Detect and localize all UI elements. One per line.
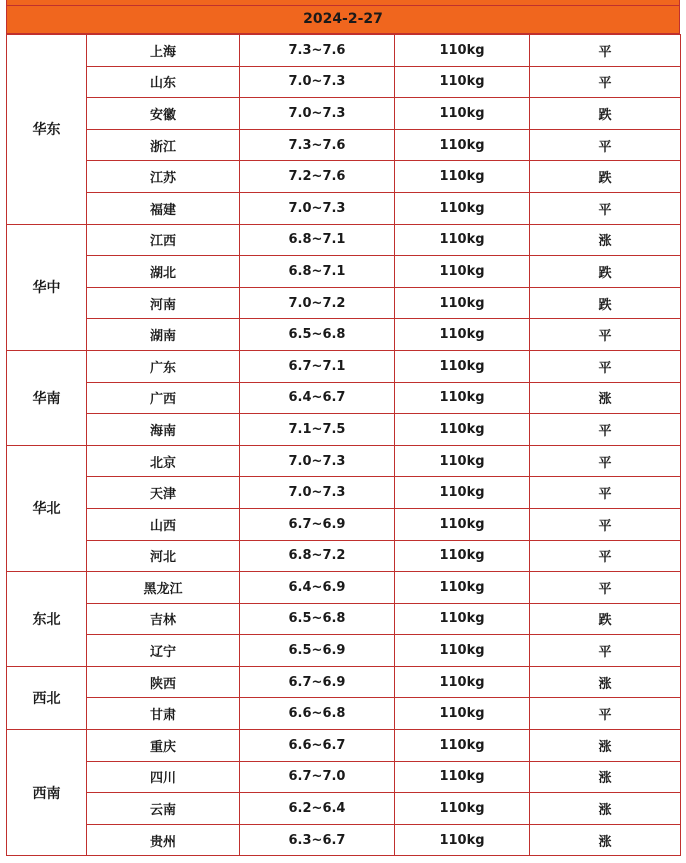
trend-cell: 平	[530, 445, 681, 477]
province-cell: 山西	[87, 508, 240, 540]
province-cell: 陕西	[87, 666, 240, 698]
trend-cell: 平	[530, 508, 681, 540]
table-row	[7, 666, 681, 698]
price-cell: 6.4~6.9	[240, 572, 395, 604]
price-cell: 7.3~7.6	[240, 35, 395, 67]
trend-cell: 涨	[530, 793, 681, 825]
weight-cell: 110kg	[395, 540, 530, 572]
price-cell: 6.8~7.1	[240, 256, 395, 288]
table-row	[7, 572, 681, 604]
price-cell: 6.8~7.1	[240, 224, 395, 256]
price-cell: 6.5~6.9	[240, 635, 395, 667]
table-row	[7, 477, 681, 509]
table-row	[7, 730, 681, 762]
date-header: 2024-2-27	[6, 6, 680, 34]
region-cell: 东北	[7, 572, 87, 667]
province-cell: 江苏	[87, 161, 240, 193]
price-cell: 6.2~6.4	[240, 793, 395, 825]
trend-cell: 涨	[530, 761, 681, 793]
province-cell: 浙江	[87, 129, 240, 161]
weight-cell: 110kg	[395, 698, 530, 730]
weight-cell: 110kg	[395, 445, 530, 477]
region-cell: 华北	[7, 445, 87, 571]
price-cell: 7.0~7.3	[240, 477, 395, 509]
weight-cell: 110kg	[395, 572, 530, 604]
province-cell: 河南	[87, 287, 240, 319]
trend-cell: 平	[530, 635, 681, 667]
province-cell: 湖南	[87, 319, 240, 351]
price-cell: 6.7~7.1	[240, 350, 395, 382]
province-cell: 海南	[87, 414, 240, 446]
weight-cell: 110kg	[395, 256, 530, 288]
province-cell: 广东	[87, 350, 240, 382]
weight-cell: 110kg	[395, 66, 530, 98]
table-row	[7, 540, 681, 572]
trend-cell: 涨	[530, 382, 681, 414]
price-table	[6, 34, 681, 856]
region-cell: 华中	[7, 224, 87, 350]
price-cell: 6.7~7.0	[240, 761, 395, 793]
region-cell: 华南	[7, 350, 87, 445]
trend-cell: 涨	[530, 666, 681, 698]
province-cell: 广西	[87, 382, 240, 414]
table-row	[7, 603, 681, 635]
weight-cell: 110kg	[395, 635, 530, 667]
table-row	[7, 445, 681, 477]
price-cell: 6.5~6.8	[240, 319, 395, 351]
price-cell: 6.7~6.9	[240, 666, 395, 698]
weight-cell: 110kg	[395, 730, 530, 762]
trend-cell: 平	[530, 66, 681, 98]
price-cell: 7.0~7.2	[240, 287, 395, 319]
table-row	[7, 350, 681, 382]
trend-cell: 涨	[530, 224, 681, 256]
weight-cell: 110kg	[395, 508, 530, 540]
price-table-body	[7, 35, 681, 856]
province-cell: 吉林	[87, 603, 240, 635]
province-cell: 河北	[87, 540, 240, 572]
weight-cell: 110kg	[395, 161, 530, 193]
trend-cell: 平	[530, 35, 681, 67]
weight-cell: 110kg	[395, 319, 530, 351]
region-cell: 西北	[7, 666, 87, 729]
region-cell: 华东	[7, 35, 87, 225]
table-row	[7, 35, 681, 67]
trend-cell: 跌	[530, 98, 681, 130]
table-row	[7, 793, 681, 825]
trend-cell: 平	[530, 414, 681, 446]
trend-cell: 平	[530, 698, 681, 730]
province-cell: 北京	[87, 445, 240, 477]
price-cell: 7.0~7.3	[240, 192, 395, 224]
table-row	[7, 66, 681, 98]
province-cell: 天津	[87, 477, 240, 509]
province-cell: 上海	[87, 35, 240, 67]
price-cell: 7.0~7.3	[240, 98, 395, 130]
table-row	[7, 761, 681, 793]
weight-cell: 110kg	[395, 666, 530, 698]
weight-cell: 110kg	[395, 192, 530, 224]
trend-cell: 平	[530, 319, 681, 351]
trend-cell: 跌	[530, 256, 681, 288]
price-cell: 6.6~6.8	[240, 698, 395, 730]
province-cell: 云南	[87, 793, 240, 825]
price-sheet	[6, 0, 680, 856]
table-row	[7, 98, 681, 130]
table-row	[7, 161, 681, 193]
weight-cell: 110kg	[395, 129, 530, 161]
table-row	[7, 635, 681, 667]
weight-cell: 110kg	[395, 35, 530, 67]
price-cell: 6.5~6.8	[240, 603, 395, 635]
table-row	[7, 698, 681, 730]
weight-cell: 110kg	[395, 350, 530, 382]
province-cell: 辽宁	[87, 635, 240, 667]
weight-cell: 110kg	[395, 287, 530, 319]
table-row	[7, 414, 681, 446]
province-cell: 四川	[87, 761, 240, 793]
weight-cell: 110kg	[395, 382, 530, 414]
trend-cell: 平	[530, 540, 681, 572]
price-cell: 6.6~6.7	[240, 730, 395, 762]
weight-cell: 110kg	[395, 824, 530, 856]
table-row	[7, 224, 681, 256]
weight-cell: 110kg	[395, 414, 530, 446]
price-cell: 6.4~6.7	[240, 382, 395, 414]
table-row	[7, 129, 681, 161]
table-row	[7, 192, 681, 224]
price-cell: 7.3~7.6	[240, 129, 395, 161]
price-cell: 7.0~7.3	[240, 66, 395, 98]
province-cell: 黑龙江	[87, 572, 240, 604]
province-cell: 江西	[87, 224, 240, 256]
table-row	[7, 287, 681, 319]
trend-cell: 涨	[530, 824, 681, 856]
province-cell: 山东	[87, 66, 240, 98]
trend-cell: 跌	[530, 161, 681, 193]
region-cell: 西南	[7, 730, 87, 856]
weight-cell: 110kg	[395, 761, 530, 793]
weight-cell: 110kg	[395, 603, 530, 635]
table-row	[7, 256, 681, 288]
trend-cell: 平	[530, 477, 681, 509]
price-cell: 7.2~7.6	[240, 161, 395, 193]
price-cell: 7.0~7.3	[240, 445, 395, 477]
weight-cell: 110kg	[395, 224, 530, 256]
province-cell: 甘肃	[87, 698, 240, 730]
trend-cell: 平	[530, 192, 681, 224]
weight-cell: 110kg	[395, 98, 530, 130]
price-cell: 6.7~6.9	[240, 508, 395, 540]
price-cell: 6.8~7.2	[240, 540, 395, 572]
province-cell: 贵州	[87, 824, 240, 856]
table-row	[7, 508, 681, 540]
trend-cell: 跌	[530, 287, 681, 319]
trend-cell: 平	[530, 350, 681, 382]
province-cell: 湖北	[87, 256, 240, 288]
trend-cell: 平	[530, 129, 681, 161]
price-cell: 6.3~6.7	[240, 824, 395, 856]
trend-cell: 涨	[530, 730, 681, 762]
province-cell: 福建	[87, 192, 240, 224]
trend-cell: 跌	[530, 603, 681, 635]
table-row	[7, 382, 681, 414]
province-cell: 安徽	[87, 98, 240, 130]
trend-cell: 平	[530, 572, 681, 604]
weight-cell: 110kg	[395, 793, 530, 825]
table-row	[7, 319, 681, 351]
price-cell: 7.1~7.5	[240, 414, 395, 446]
weight-cell: 110kg	[395, 477, 530, 509]
table-row	[7, 824, 681, 856]
province-cell: 重庆	[87, 730, 240, 762]
